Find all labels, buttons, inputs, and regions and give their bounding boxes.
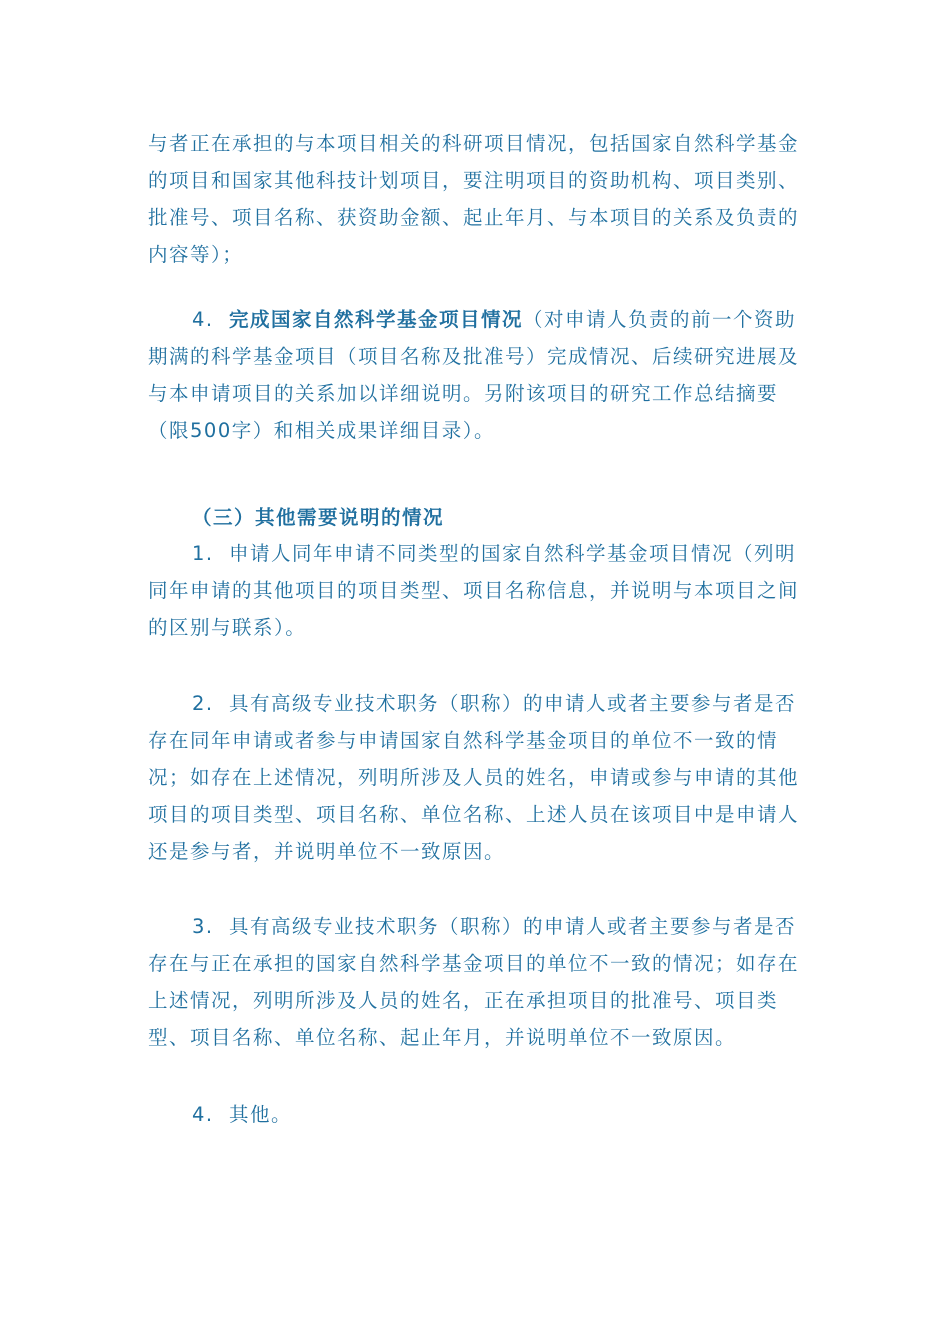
item-number: 3.: [192, 915, 214, 938]
paragraph-related-projects: [148, 125, 808, 273]
paragraph-item-1: [148, 535, 808, 646]
item-number: 2.: [192, 692, 214, 715]
item-number: 1.: [192, 542, 214, 565]
item-number: 4.: [192, 1103, 214, 1126]
paragraph-text: 申请人同年申请不同类型的国家自然科学基金项目情况（列明同年申请的其他项目的项目类型、项目名称信息，并说明与本项目之间的区别与联系）。: [148, 542, 800, 639]
paragraph-item-2: [148, 685, 808, 870]
paragraph-completed-projects: [148, 301, 808, 449]
paragraph-text: 具有高级专业技术职务（职称）的申请人或者主要参与者是否存在与正在承担的国家自然科学基金项目的单位不一致的情况；如存在上述情况，列明所涉及人员的姓名，正在承担项目的批准号、项目类型、项目名称、单位名称、起止年月，并说明单位不一致原因。: [148, 915, 800, 1049]
section-heading-other: （三）其他需要说明的情况: [192, 506, 445, 529]
paragraph-text: （对申请人负责的前一个资助期满的科学基金项目（项目名称及批准号）完成情况、后续研究进展及与本申请项目的关系加以详细说明。另附该项目的研究工作总结摘要（限500字）和相关成果详细目录）。: [148, 308, 800, 442]
item-number: 4.: [192, 308, 214, 331]
paragraph-item-3: [148, 908, 808, 1056]
item-title: 完成国家自然科学基金项目情况: [229, 308, 524, 331]
paragraph-text: 其他。: [229, 1103, 293, 1126]
paragraph-item-4: [148, 1096, 808, 1133]
paragraph-text: 具有高级专业技术职务（职称）的申请人或者主要参与者是否存在同年申请或者参与申请国家自然科学基金项目的单位不一致的情况；如存在上述情况，列明所涉及人员的姓名，申请或参与申请的其他项目的项目类型、项目名称、单位名称、上述人员在该项目中是申请人还是参与者，并说明单位不一致原因。: [148, 692, 800, 863]
paragraph-text: 与者正在承担的与本项目相关的科研项目情况，包括国家自然科学基金的项目和国家其他科技计划项目，要注明项目的资助机构、项目类别、批准号、项目名称、获资助金额、起止年月、与本项目的关系及负责的内容等）；: [148, 132, 800, 266]
